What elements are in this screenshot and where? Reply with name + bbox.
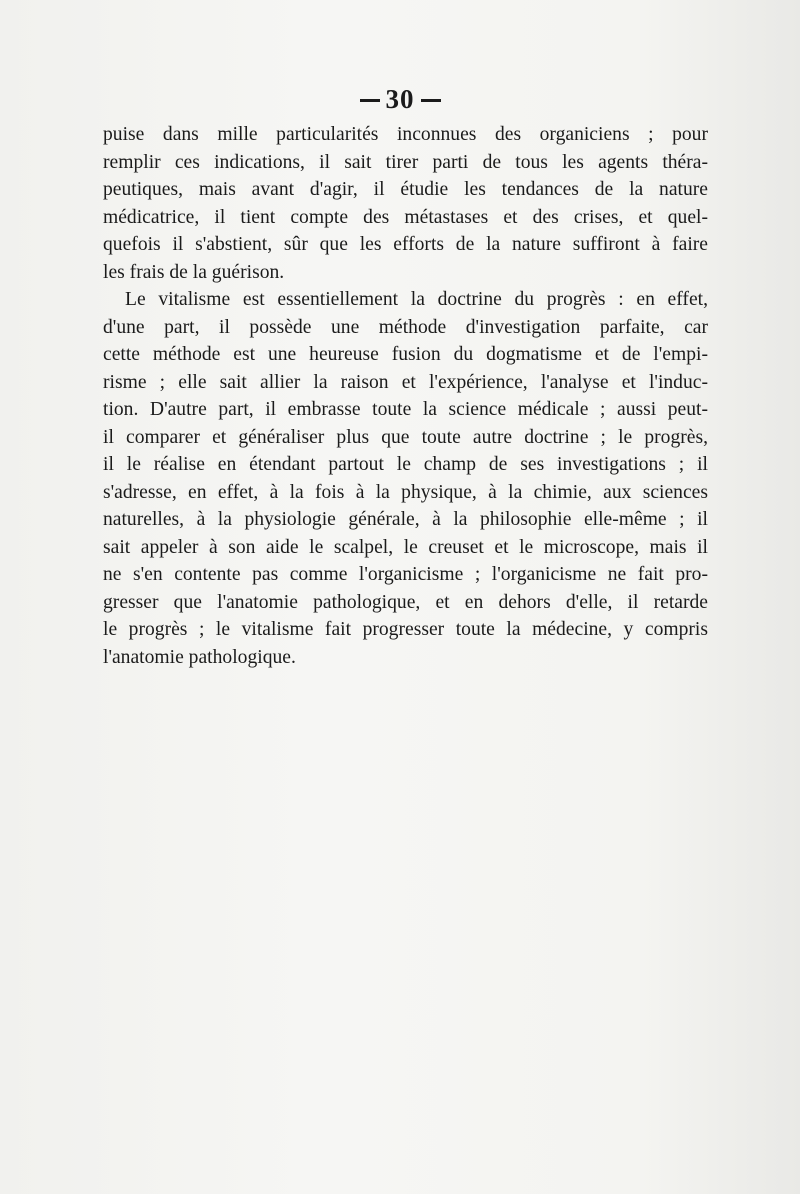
text-line: cette méthode est une heureuse fusion du dogmatisme et de l'empi- [103,344,708,365]
text-line: Le vitalisme est essentiellement la doctrine du progrès : en effet, [125,289,708,310]
paragraph-2 [103,286,708,671]
text-line: sait appeler à son aide le scalpel, le creuset et le microscope, mais il [103,536,708,558]
text-line: quefois il s'abstient, sûr que les efforts de la nature suffiront à faire [103,234,708,255]
text-line: les frais de la guérison. [103,261,285,283]
page-number-dash-left [360,99,380,102]
body-text [103,121,708,671]
text-line: naturelles, à la physiologie générale, à la philosophie elle-même ; il [103,509,708,530]
text-line: il comparer et généraliser plus que toute autre doctrine ; le progrès, [103,426,708,448]
page-number [0,84,800,115]
text-line: remplir ces indications, il sait tirer parti de tous les agents théra- [103,151,708,173]
text-line: tion. D'autre part, il embrasse toute la science médicale ; aussi peut- [103,399,708,420]
text-line: le progrès ; le vitalisme fait progresser toute la médecine, y compris [103,619,708,640]
text-line: risme ; elle sait allier la raison et l'expérience, l'analyse et l'induc- [103,371,708,393]
text-line: s'adresse, en effet, à la fois à la physique, à la chimie, aux sciences [103,481,708,503]
text-line: d'une part, il possède une méthode d'investigation parfaite, car [103,316,708,338]
text-line: médicatrice, il tient compte des métastases et des crises, et quel- [103,206,708,228]
text-line: puise dans mille particularités inconnues des organiciens ; pour [103,124,708,145]
text-line: l'anatomie pathologique. [103,646,296,668]
text-line: il le réalise en étendant partout le champ de ses investigations ; il [103,454,708,475]
text-line: gresser que l'anatomie pathologique, et en dehors d'elle, il retarde [103,591,708,613]
text-line: ne s'en contente pas comme l'organicisme ; l'organicisme ne fait pro- [103,564,708,585]
text-line: peutiques, mais avant d'agir, il étudie les tendances de la nature [103,179,708,200]
page-number-dash-right [421,99,441,102]
page-number-value: 30 [385,84,415,114]
paragraph-1 [103,121,708,286]
